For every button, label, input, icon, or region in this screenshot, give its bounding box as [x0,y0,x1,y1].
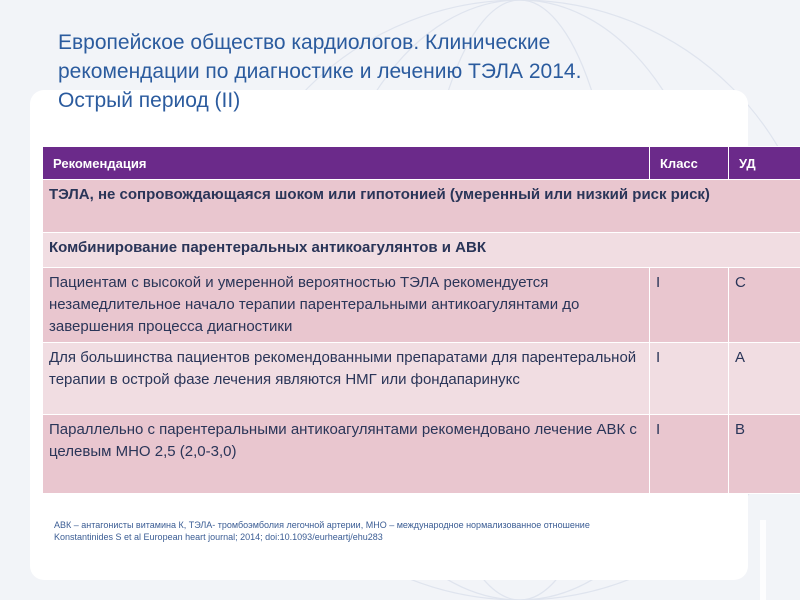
recommendation-text: Пациентам с высокой и умеренной вероятностью ТЭЛА рекомендуется незамедлительное начало терапии парентеральными антикоагулянтами до завершения процесса диагностики [43,268,650,343]
recommendation-level: B [729,415,800,494]
section-title-2: Комбинирование парентеральных антикоагулянтов и АВК [43,233,800,268]
recommendation-class: I [650,268,729,343]
header-class: Класс [650,147,729,180]
table-row [43,343,800,415]
section-title-1: ТЭЛА, не сопровождающаяся шоком или гипотонией (умеренный или низкий риск риск) [43,180,800,233]
recommendation-text: Параллельно с парентеральными антикоагулянтами рекомендовано лечение АВК с целевым МНО 2,5 (2,0-3,0) [43,415,650,494]
table-header-row [43,147,800,180]
recommendations-table [42,146,800,494]
section-row-2 [43,233,800,268]
recommendation-class: I [650,343,729,415]
footnote-abbreviations: АВК – антагонисты витамина К, ТЭЛА- тромбоэмболия легочной артерии, МНО – международное нормализованное отношение [54,520,590,530]
header-level: УД [729,147,800,180]
table-row [43,415,800,494]
recommendation-class: I [650,415,729,494]
title-line-3: Острый период (II) [58,89,241,112]
title-line-1: Европейское общество кардиологов. Клинические [58,31,551,54]
recommendation-level: A [729,343,800,415]
recommendation-level: C [729,268,800,343]
recommendation-text: Для большинства пациентов рекомендованными препаратами для парентеральной терапии в острой фазе лечения являются НМГ или фондапаринукс [43,343,650,415]
slide-title [58,28,758,115]
header-recommendation: Рекомендация [43,147,650,180]
title-line-2: рекомендации по диагностике и лечению ТЭЛА 2014. [58,60,582,83]
decorative-bar [760,520,766,600]
footnote-citation: Konstantinides S et al European heart journal; 2014; doi:10.1093/eurheartj/ehu283 [54,532,383,542]
section-row-1 [43,180,800,233]
table-row [43,268,800,343]
footnote [54,519,744,543]
